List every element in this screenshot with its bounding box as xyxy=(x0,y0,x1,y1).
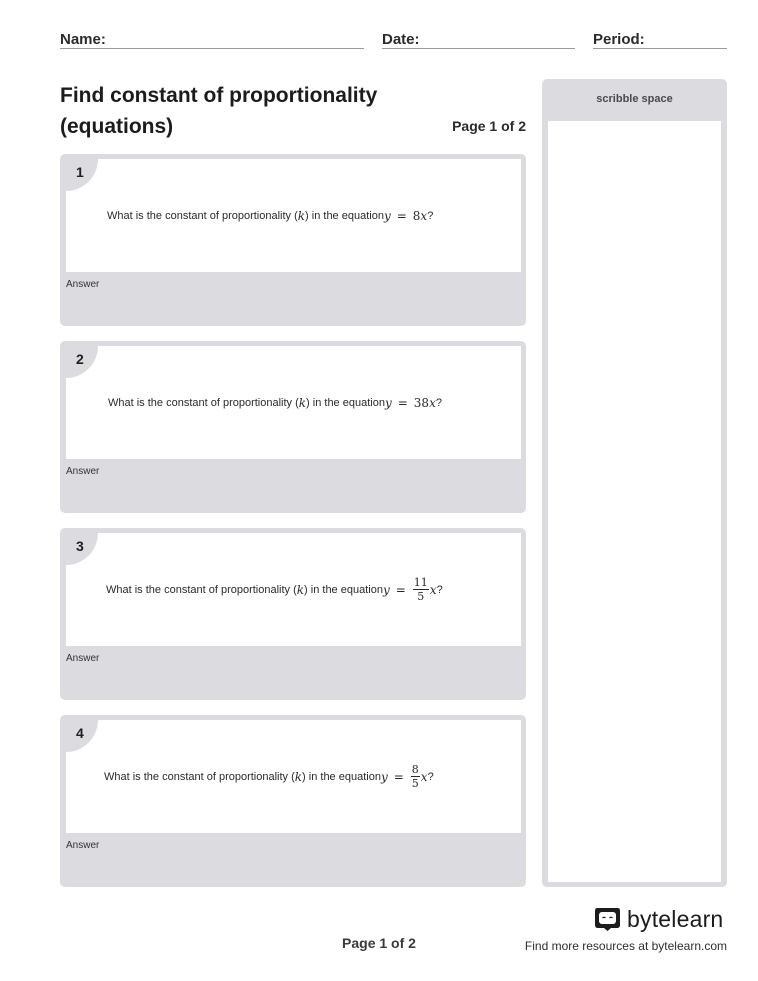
math-y: y xyxy=(380,769,388,784)
math-fraction xyxy=(413,576,429,603)
question-text xyxy=(108,346,442,459)
date-field[interactable] xyxy=(382,31,575,49)
math-equals: = xyxy=(393,769,404,784)
question-prompt-mid: ) in the equation xyxy=(305,209,384,222)
math-coefficient: 38 xyxy=(413,395,430,410)
scribble-title: scribble space xyxy=(596,93,673,105)
math-x: x xyxy=(420,208,428,223)
question-prompt-mid: ) in the equation xyxy=(302,770,381,783)
answer-label: Answer xyxy=(66,466,100,477)
title-line-1: Find constant of proportionality xyxy=(60,84,378,107)
question-body-4 xyxy=(66,720,521,833)
answer-label: Answer xyxy=(66,653,100,664)
question-end: ? xyxy=(435,396,442,409)
name-label: Name: xyxy=(60,31,106,48)
math-x: x xyxy=(429,395,436,410)
question-body-3 xyxy=(66,533,521,646)
question-text xyxy=(104,720,434,833)
question-number-badge xyxy=(66,533,98,565)
math-y: y xyxy=(384,395,392,410)
math-coefficient: 8 xyxy=(412,208,421,223)
math-y: y xyxy=(382,582,390,597)
date-label: Date: xyxy=(382,31,420,48)
question-end: ? xyxy=(427,770,434,783)
bytelearn-logo xyxy=(594,904,727,934)
page-indicator-top: Page 1 of 2 xyxy=(452,118,526,134)
question-end: ? xyxy=(436,583,443,596)
period-field[interactable] xyxy=(593,31,727,49)
math-fraction xyxy=(411,763,420,790)
math-equals: = xyxy=(395,582,406,597)
question-number: 2 xyxy=(76,351,84,367)
question-card-4 xyxy=(60,715,526,887)
math-x: x xyxy=(420,769,428,784)
question-card-3 xyxy=(60,528,526,700)
question-prompt: What is the constant of proportionality ( xyxy=(108,396,299,409)
resources-link[interactable]: Find more resources at bytelearn.com xyxy=(524,939,727,953)
answer-label: Answer xyxy=(66,279,100,290)
name-field[interactable] xyxy=(60,31,364,49)
worksheet-title xyxy=(60,80,440,142)
fraction-denominator: 5 xyxy=(417,590,425,603)
math-k: k xyxy=(296,582,305,597)
question-text xyxy=(106,533,443,646)
brand-name: bytelearn xyxy=(627,905,724,932)
math-k: k xyxy=(297,208,306,223)
question-body-1 xyxy=(66,159,521,272)
question-number-badge xyxy=(66,346,98,378)
bytelearn-logo-icon xyxy=(594,906,621,932)
question-number: 3 xyxy=(76,538,84,554)
answer-label: Answer xyxy=(66,840,100,851)
title-line-2: (equations) xyxy=(60,115,174,138)
question-card-1 xyxy=(60,154,526,326)
period-label: Period: xyxy=(593,31,645,48)
scribble-panel xyxy=(542,79,727,887)
question-end: ? xyxy=(427,209,434,222)
math-x: x xyxy=(429,582,437,597)
question-number-badge xyxy=(66,720,98,752)
question-prompt: What is the constant of proportionality ( xyxy=(107,209,298,222)
scribble-area[interactable] xyxy=(548,121,721,882)
question-prompt-mid: ) in the equation xyxy=(304,583,383,596)
fraction-denominator: 5 xyxy=(411,777,419,790)
math-k: k xyxy=(294,769,303,784)
question-text xyxy=(107,159,433,272)
page-indicator-footer: Page 1 of 2 xyxy=(342,935,416,951)
question-body-2 xyxy=(66,346,521,459)
question-prompt: What is the constant of proportionality ( xyxy=(106,583,297,596)
question-number: 1 xyxy=(76,164,84,180)
math-k: k xyxy=(298,395,307,410)
question-number: 4 xyxy=(76,725,84,741)
fraction-numerator: 8 xyxy=(411,763,419,776)
question-prompt-mid: ) in the equation xyxy=(306,396,385,409)
math-equals: = xyxy=(396,208,407,223)
fraction-numerator: 11 xyxy=(413,576,428,589)
question-prompt: What is the constant of proportionality ( xyxy=(104,770,295,783)
math-equals: = xyxy=(397,395,408,410)
question-card-2 xyxy=(60,341,526,513)
math-y: y xyxy=(383,208,391,223)
question-number-badge xyxy=(66,159,98,191)
